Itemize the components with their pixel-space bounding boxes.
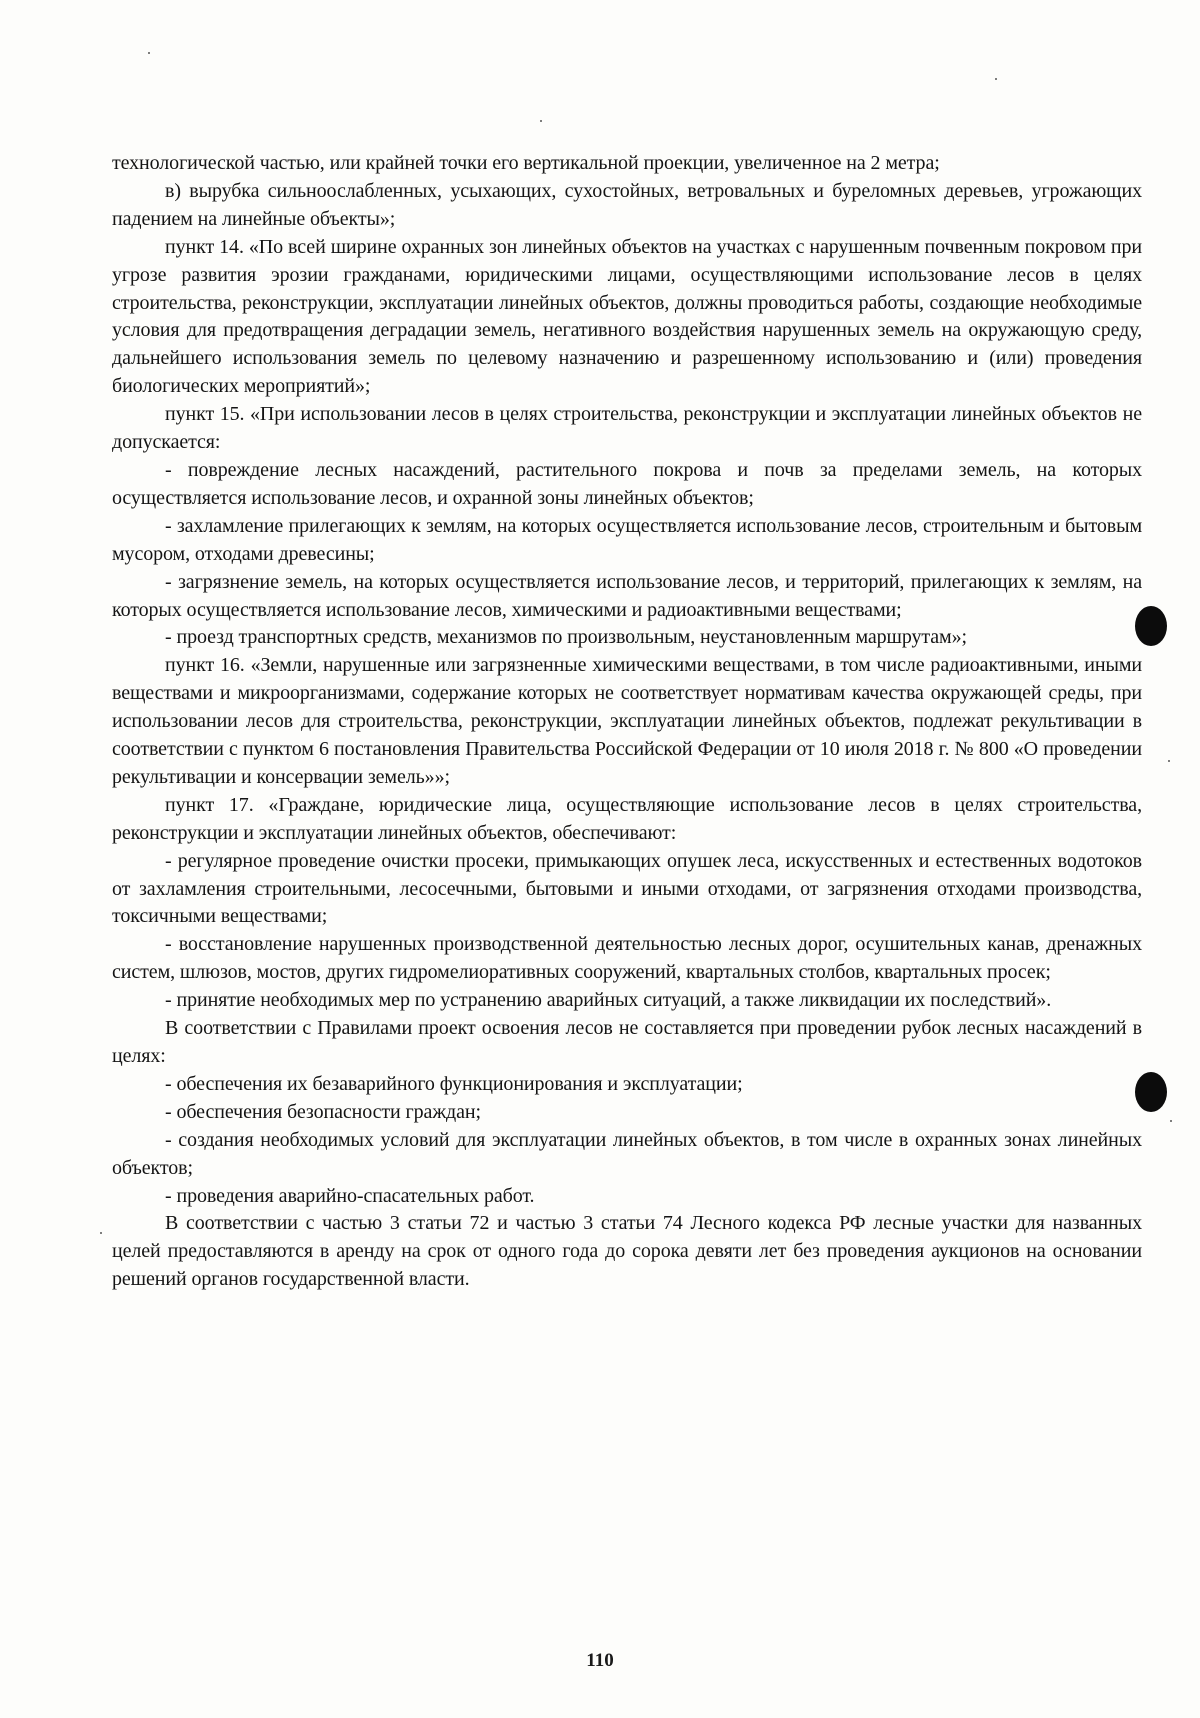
paragraph-3: пункт 14. «По всей ширине охранных зон линейных объектов на участках с нарушенным почвенным покровом при угрозе развития эрозии гражданами, юридическими лицами, осуществляющими использование лесов в целях строительства, реконструкции, эксплуатации линейных объектов, должны проводиться работы, создающие необходимые условия для предотвращения деградации земель, негативного воздействия нарушенных земель на окружающую среду, дальнейшего использования земель по целевому назначению и разрешенному использованию и (или) проведения биологических мероприятий»; — [112, 235, 1142, 398]
paragraph-17: - создания необходимых условий для эксплуатации линейных объектов, в том числе в охранных зонах линейных объектов; — [112, 1128, 1142, 1179]
scan-speck — [1170, 1120, 1172, 1122]
paragraph-12: - восстановление нарушенных производственной деятельностью лесных дорог, осушительных канав, дренажных систем, шлюзов, мостов, других гидромелиоративных сооружений, квартальных столбов, квартальных просек; — [112, 933, 1142, 984]
paragraph-7: - загрязнение земель, на которых осуществляется использование лесов, и территорий, прилегающих к землям, на которых осуществляется использование лесов, химическими и радиоактивными веществами; — [112, 570, 1142, 621]
document-body — [112, 150, 1142, 1294]
paragraph-10: пункт 17. «Граждане, юридические лица, осуществляющие использование лесов в целях строительства, реконструкции и эксплуатации линейных объектов, обеспечивают: — [112, 793, 1142, 844]
paragraph-1: технологической частью, или крайней точки его вертикальной проекции, увеличенное на 2 метра; — [112, 152, 940, 174]
paragraph-9: пункт 16. «Земли, нарушенные или загрязненные химическими веществами, в том числе радиоактивными, иными веществами и микроорганизмами, содержание которых не соответствует нормативам качества окружающей среды, при использовании лесов для строительства, реконструкции, эксплуатации линейных объектов, подлежат рекультивации в соответствии с пунктом 6 постановления Правительства Российской Федерации от 10 июля 2018 г. № 800 «О проведении рекультивации и консервации земель»»; — [112, 654, 1142, 788]
paragraph-4: пункт 15. «При использовании лесов в целях строительства, реконструкции и эксплуатации линейных объектов не допускается: — [112, 403, 1142, 454]
paragraph-6: - захламление прилегающих к землям, на которых осуществляется использование лесов, строительным и бытовым мусором, отходами древесины; — [112, 514, 1142, 565]
paragraph-13: - принятие необходимых мер по устранению аварийных ситуаций, а также ликвидации их последствий». — [165, 989, 1052, 1012]
paragraph-5: - повреждение лесных насаждений, растительного покрова и почв за пределами земель, на которых осуществляется использование лесов, и охранной зоны линейных объектов; — [112, 458, 1142, 509]
page-number: 110 — [586, 1650, 614, 1671]
punch-hole-lower — [1135, 1072, 1167, 1112]
paragraph-2: в) вырубка сильноослабленных, усыхающих, сухостойных, ветровальных и буреломных деревьев, угрожающих падением на линейные объекты»; — [112, 179, 1142, 230]
paragraph-8: - проезд транспортных средств, механизмов по произвольным, неустановленным маршрутам»; — [165, 626, 967, 649]
paragraph-14: В соответствии с Правилами проект освоения лесов не составляется при проведении рубок лесных насаждений в целях: — [112, 1017, 1142, 1067]
scan-speck — [100, 1232, 102, 1234]
paragraph-11: - регулярное проведение очистки просеки, примыкающих опушек леса, искусственных и естественных водотоков от захламления строительными, лесосечными, бытовыми и иными отходами, от загрязнения отходами производства, токсичными веществами; — [112, 849, 1142, 928]
paragraph-16: - обеспечения безопасности граждан; — [165, 1100, 481, 1123]
paragraph-15: - обеспечения их безаварийного функционирования и эксплуатации; — [165, 1072, 743, 1095]
paragraph-19: В соответствии с частью 3 статьи 72 и частью 3 статьи 74 Лесного кодекса РФ лесные участки для названных целей предоставляются в аренду на срок от одного года до сорока девяти лет без проведения аукционов на основании решений органов государственной власти. — [112, 1212, 1142, 1291]
scan-speck — [1168, 760, 1170, 762]
paragraph-18: - проведения аварийно-спасательных работ. — [165, 1184, 535, 1207]
scan-speck — [148, 52, 150, 54]
scan-speck — [540, 120, 542, 122]
punch-hole-upper — [1135, 606, 1167, 646]
scan-speck — [995, 78, 997, 80]
